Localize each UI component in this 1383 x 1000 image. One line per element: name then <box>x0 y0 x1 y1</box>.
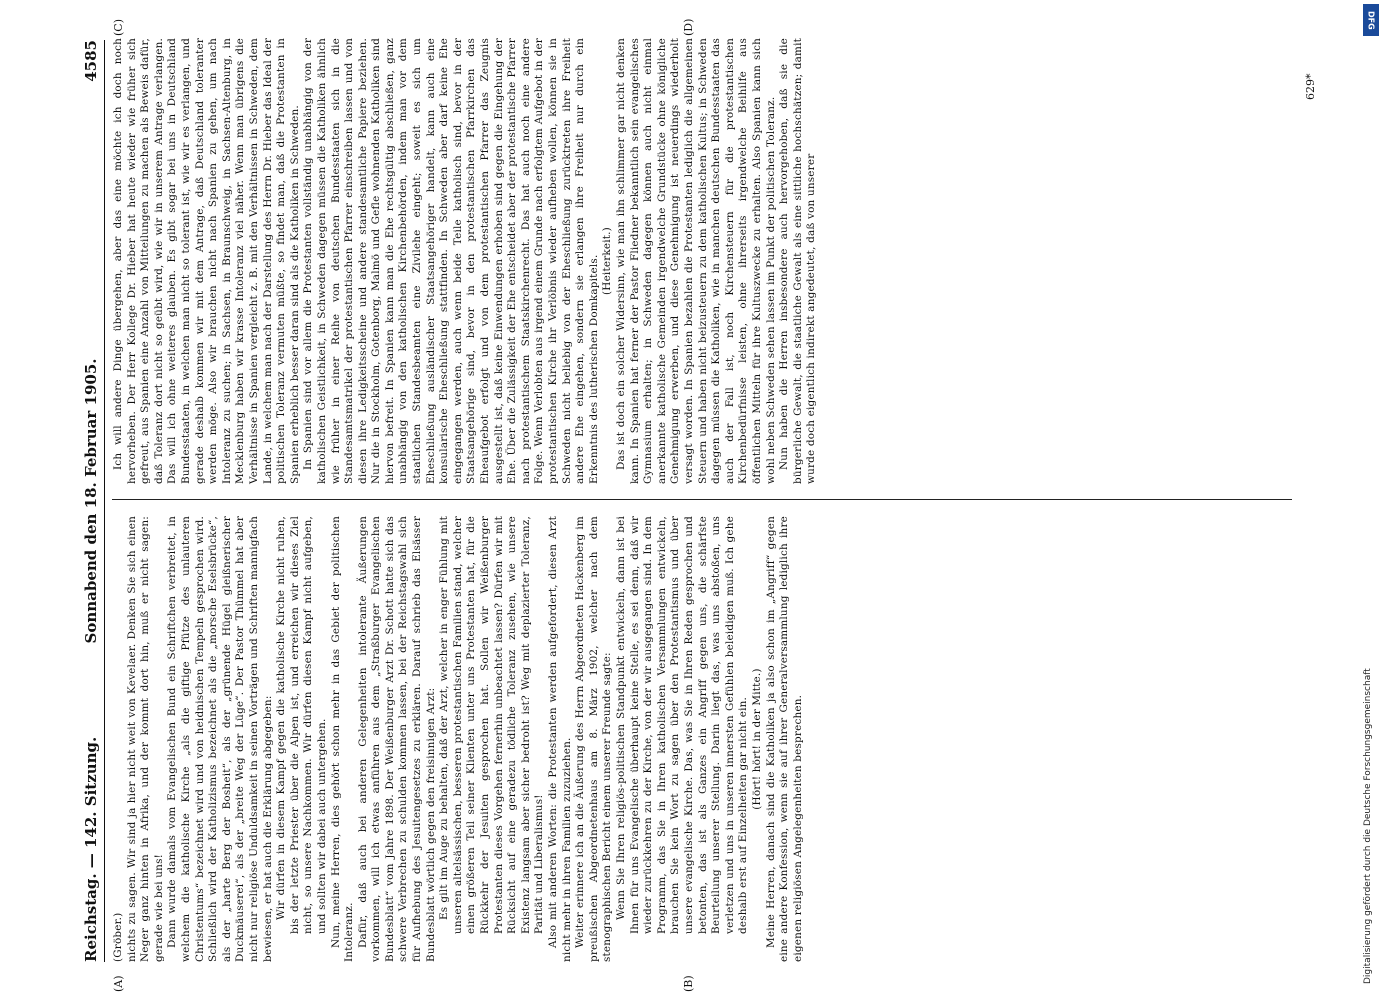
left-column <box>112 516 805 962</box>
paragraph: Dafür, daß auch bei anderen Gelegenheiten intolerante Äußerungen vorkommen, will ich etwas anführen aus dem „Straßburger Evangelischen Bundesblatt“ vom Jahre 1898. Der Weißenburger Arzt Dr. Schott hatte sich das schwere Verbrechen zu schulden kommen lassen, bei der Reichstagswahl sich für Aufhebung des Jesuitengesetzes zu erklären. Darauf schrieb das Elsässer Bundesblatt wörtlich gegen den freisinnigen Arzt: <box>356 516 437 962</box>
margin-marker-d: (D) <box>681 18 695 36</box>
document-page <box>42 0 1342 1000</box>
page-header <box>82 40 105 962</box>
margin-marker-c: (C) <box>111 19 125 36</box>
quote-block: Wenn Sie Ihren religiös-politischen Standpunkt entwickeln, dann ist bei Ihnen für uns Evangelische überhaupt keine Stelle, es sei denn, daß wir wieder zurückkehren zu der Kirche, von der wir ausgegangen sind. In dem Programm, das Sie in Ihren katholischen Versammlungen entwickeln, brauchen Sie kein Wort zu sagen über den Protestantismus und über unsere evangelische Kirche. Das, was Sie in Ihren Reden gesprochen und betonten, das ist als Ganzes ein Angriff gegen uns, die schärfste Beurteilung unserer Stellung. Darin liegt das, was uns abstoßen, uns verletzen und uns in unseren innersten Gefühlen beleidigen muß. Ich gehe deshalb erst auf Einzelheiten gar nicht ein. <box>614 516 749 934</box>
interjection: (Heiterkeit.) <box>600 227 613 295</box>
margin-marker-a: (A) <box>111 975 125 992</box>
page-signature: 629* <box>1303 73 1317 100</box>
paragraph: Nun haben die Herren insbesondere auch hervorgehoben, daß sie die bürgerliche Gewalt, die staatliche Gewalt als eine sittliche hochschätzen; damit wurde doch eigentlich indirekt angedeutet, daß von unserer <box>777 38 817 484</box>
column-divider <box>112 499 1292 500</box>
paragraph: Nun, meine Herren, dies gehört schon mehr in das Gebiet der politischen Intoleranz. <box>329 516 355 962</box>
rotated-page <box>42 0 1342 1000</box>
right-column <box>112 38 819 484</box>
paragraph: Dann wurde damals vom Evangelischen Bund ein Schriftchen verbreitet, in welchem die katholische Kirche „als die giftige Pfütze des unlauteren Christentums“ bezeichnet wird und von heidnischen Tempeln gesprochen wird. Schließlich wird der Katholizismus bezeichnet als die „morsche Eselsbrücke“, als der „harte Berg der Bosheit“, als der „grünende Hügel gleißnerischer Duckmäuserei“, als der „breite Weg der Lüge“. Der Pastor Thümmel hat aber nicht nur religiöse Unduldsamkeit in seinen Vorträgen und Schriften mannigfach bewiesen, er hat auch die Erklärung abgegeben: <box>165 516 274 962</box>
dfg-logo: DFG <box>1363 4 1379 36</box>
funding-note: Digitalisierung gefördert durch die Deutsche Forschungsgemeinschaft <box>1363 668 1373 984</box>
interjection: (Hört! hört! in der Mitte.) <box>750 668 763 810</box>
quote-block: Wir dürfen in diesem Kampf gegen die katholische Kirche nicht ruhen, bis der letzte Priester über die Alpen ist, und erreichen wir dieses Ziel nicht, so unsere Nachkommen. Wir dürfen diesen Kampf nicht aufgeben, und sollten wir dabei auch untergehen. <box>274 516 328 934</box>
header-page-number: 4585 <box>81 40 100 82</box>
paragraph: Weiter erinnere ich an die Äußerung des Herrn Abgeordneten Hackenberg im preußischen Abgeordnetenhaus am 8. März 1902, welcher nach dem stenographischen Bericht einem unserer Freunde sagte: <box>573 516 613 962</box>
paragraph: Ich will andere Dinge übergehen, aber das eine möchte ich doch noch hervorheben. Der Herr Kollege Dr. Hieber hat heute wieder wie früher sich gefreut, aus Spanien eine Anzahl von Mitteilungen zu machen als Beweis dafür, daß Toleranz dort nicht so geübt wird, wie wir in unserem Antrage verlangen. Das will ich ohne weiteres glauben. Es gibt sogar bei uns in Deutschland Bundesstaaten, in welchen man nicht so tolerant ist, wie wir es verlangen, und gerade deshalb kommen wir mit dem Antrage, daß Deutschland toleranter werden möge. Also wir brauchen nicht nach Spanien zu gehen, um nach Intoleranz zu suchen; in Sachsen, in Braunschweig, in Sachsen-Altenburg, in Mecklenburg haben wir krasse Intoleranz viel näher. Wenn man übrigens die Verhältnisse in Spanien vergleicht z. B. mit den Verhältnissen in Schweden, dem Lande, in welchem man nach der Darstellung des Herrn Dr. Hieber das Ideal der politischen Toleranz vermuten müßte, so findet man, daß die Protestanten in Spanien erheblich besser daran sind als die Katholiken in Schweden. <box>111 38 301 484</box>
paragraph: In Spanien sind vor allem die Protestanten vollständig unabhängig von der katholischen Geistlichkeit, in Schweden dagegen müssen die Katholiken ähnlich wie früher in einer Reihe von deutschen Bundesstaaten sich in die Standesamtsmatrikel der protestantischen Pfarrer einschreiben lassen und von diesen ihre Ledigkeitsscheine und andere standesamtliche Papiere beziehen. Nur die in Stockholm, Gotenborg, Malmö und Gefle wohnenden Katholiken sind hiervon befreit. In Spanien kann man die Ehe rechtsgültig abschließen, ganz unabhängig von den katholischen Kirchenbehörden, indem man vor dem staatlichen Standesbeamten eine Zivilehe eingeht; soweit es sich um Eheschließung ausländischer Staatsangehöriger handelt, kann auch eine konsularische Eheschließung stattfinden. In Schweden aber darf keine Ehe eingegangen werden, auch wenn beide Teile katholisch sind, bevor in der Staatsangehörige sind, bevor in den protestantischen Pfarrkirchen das Eheaufgebot erfolgt und von dem protestantischen Pfarrer das Zeugnis ausgestellt ist, daß keine Einwendungen erhoben sind gegen die Eingehung der Ehe. Über die Zulässigkeit der Ehe entscheidet aber der protestantische Pfarrer nach protestantischem Staatskirchenrecht. Das hat auch noch eine andere Folge. Wenn Verlobten aus irgend einem Grunde nach erfolgtem Aufgebot in der protestantischen Kirche ihr Verlöbnis wieder aufheben wollen, können sie in Schweden nicht beliebig von der Eheschließung zurücktreten ihre Freiheit andere Ehe eingehen, sondern sie erlangen ihre Freiheit nur durch ein Erkenntnis des lutherischen Domkapitels. <box>301 38 600 484</box>
paragraph: Also mit anderen Worten: die Protestanten werden aufgefordert, diesen Arzt nicht mehr in ihren Familien zuzuziehen. <box>546 516 573 962</box>
header-session: Reichstag. — 142. Sitzung. <box>81 736 100 962</box>
paragraph: Das ist doch ein solcher Widersinn, wie man ihn schlimmer gar nicht denken kann. In Spanien hat ferner der Pastor Fliedner bekanntlich sein evangelisches Gymnasium erhalten; in Schweden dagegen können auch nicht einmal anerkannte katholische Gemeinden irgendwelche Grundstücke ohne königliche Genehmigung erwerben, und diese Genehmigung ist neuerdings wiederholt versagt worden. In Spanien bezahlen die Protestanten lediglich die allgemeinen Steuern und haben nicht beizusteuern zu dem katholischen Kultus; in Schweden dagegen müssen die Katholiken, wie in manchen deutschen Bundesstaaten das auch der Fall ist, noch Kirchensteuern für die protestantischen Kirchenbedürfnisse leisten, ohne ihrerseits irgendwelche Beihilfe aus öffentlichen Mitteln für ihre Kultuszwecke zu erhalten. Also Spanien kann sich wohl neben Schweden sehen lassen im Punkt der politischen Toleranz. <box>614 38 776 484</box>
quote-block: Es gilt im Auge zu behalten, daß der Arzt, welcher in enger Fühlung mit unseren altelsässischen, besseren protestantischen Familien stand, welcher einen größeren Teil seiner Klienten unter uns Protestanten hat, für die Rückkehr der Jesuiten gesprochen hat. Sollen wir Weißenburger Protestanten dieses Vorgehen fernerhin unbeachtet lassen? Dürfen wir mit Rücksicht auf eine geradezu tödliche Toleranz zusehen, wie unsere Existenz langsam aber sicher bedroht ist? Weg mit deplazierter Toleranz, Parität und Liberalismus! <box>437 516 545 934</box>
speaker-name: (Gröber.) <box>111 912 124 962</box>
paragraph: nichts zu sagen. Wir sind ja hier nicht weit von Kevelaer. Denken Sie sich einen Neger ganz hinten in Afrika, und der kommt dort hin, muß er nicht sagen: gerade wie bei uns! <box>125 516 165 962</box>
margin-marker-b: (B) <box>681 975 695 992</box>
paragraph: Meine Herren, danach sind die Katholiken ja also schon im „Angriff“ gegen eine andere Konfession, wenn sie auf ihrer Generalversammlung lediglich ihre eigenen religiösen Angelegenheiten besprechen. <box>764 516 804 962</box>
side-note <box>1359 24 1379 984</box>
header-date: Sonnabend den 18. Februar 1905. <box>81 358 100 644</box>
